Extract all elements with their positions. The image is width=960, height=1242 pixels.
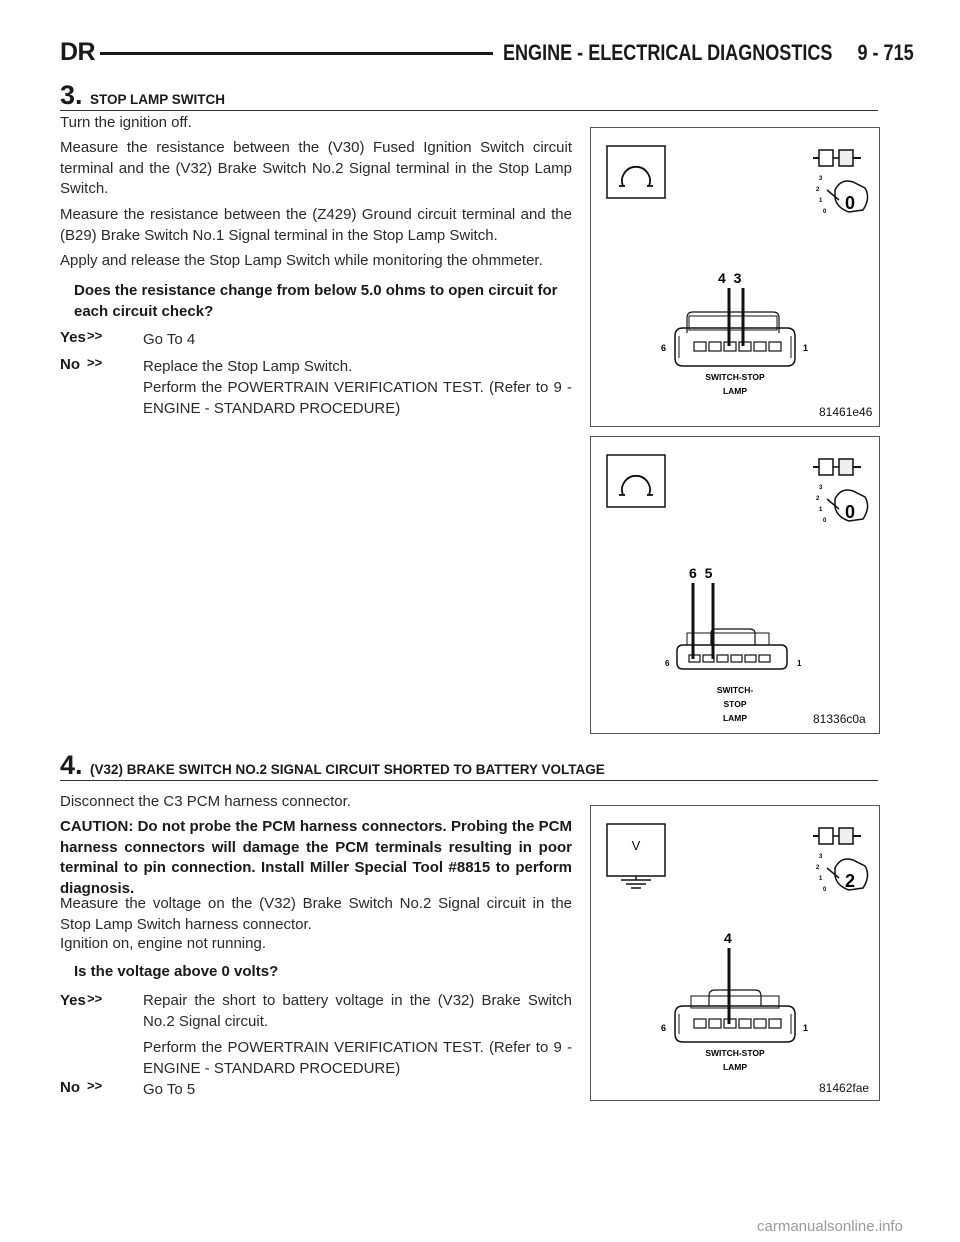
connector-name: SWITCH- [716, 685, 754, 695]
connector-name: SWITCH-STOP [705, 1048, 765, 1058]
connector-disconnected-icon [813, 150, 861, 166]
connector-diagram [665, 565, 802, 723]
key-mark-0: 0 [823, 209, 827, 215]
pin-left-number: 6 [665, 659, 670, 668]
key-mark-2: 2 [816, 496, 820, 502]
header-page-title: ENGINE - ELECTRICAL DIAGNOSTICS 9 - 715 [503, 40, 914, 65]
step-4-question: Is the voltage above 0 volts? [74, 963, 279, 980]
key-mark-1: 1 [819, 198, 823, 204]
figure-svg [591, 437, 879, 733]
answer-arrow: >> [87, 328, 103, 343]
step-3-instruction: Measure the resistance between the (Z429) Ground circuit terminal and the (B29) Brake Switch No.1 Signal terminal in the Stop Lamp Switch. [60, 206, 572, 244]
answer-yes-text: Repair the short to battery voltage in the (V32) Brake Switch No.2 Signal circuit. [143, 992, 572, 1030]
header-section-code: DR [60, 38, 96, 66]
figure-svg [591, 806, 879, 1100]
watermark: carmanualsonline.info [757, 1218, 903, 1235]
answer-yes-label: Yes [60, 992, 86, 1009]
step-4-caution: CAUTION: Do not probe the PCM harness connectors. Probing the PCM harness connectors will damage the PCM terminals resulting in poor terminal to pin connection. Install Miller Special Tool #8815 to perform diagnosis. [60, 818, 572, 897]
step-4-instruction: Ignition on, engine not running. [60, 935, 266, 952]
answer-arrow: >> [87, 355, 103, 370]
ohmmeter-icon [607, 146, 665, 198]
answer-no-text: Perform the POWERTRAIN VERIFICATION TEST. (Refer to 9 - ENGINE - STANDARD PROCEDURE) [143, 379, 572, 417]
key-mark-3: 3 [819, 176, 823, 182]
connector-name: STOP [723, 699, 747, 709]
answer-yes-label: Yes [60, 329, 86, 346]
answer-arrow: >> [87, 991, 103, 1006]
key-position: 0 [845, 502, 856, 522]
key-mark-1: 1 [819, 507, 823, 513]
pin-right-number: 1 [803, 1023, 809, 1033]
figure-code: 81462fae [819, 1081, 870, 1095]
ignition-key-icon [816, 485, 868, 524]
key-mark-1: 1 [819, 876, 823, 882]
key-mark-2: 2 [816, 187, 820, 193]
pin-labels: 4 [724, 930, 732, 946]
pin-right-number: 1 [803, 343, 809, 353]
figure-ohmmeter-stop-lamp-switch [590, 127, 880, 427]
connector-name: LAMP [722, 386, 748, 396]
answer-arrow: >> [87, 1078, 103, 1093]
figure-code: 81336c0a [813, 712, 866, 726]
step-title: STOP LAMP SWITCH [90, 92, 226, 107]
step-3-instruction: Measure the resistance between the (V30) Fused Ignition Switch circuit terminal and the (V32) Brake Switch No.2 Signal terminal in the Stop Lamp Switch. [60, 139, 572, 197]
step-title: (V32) BRAKE SWITCH NO.2 SIGNAL CIRCUIT SHORTED TO BATTERY VOLTAGE [90, 762, 605, 777]
ignition-key-icon [816, 854, 868, 893]
pin-right-number: 1 [797, 659, 802, 668]
key-mark-3: 3 [819, 854, 823, 860]
step-3-instruction: Turn the ignition off. [60, 114, 192, 131]
connector-name: SWITCH-STOP [705, 372, 765, 382]
key-mark-2: 2 [816, 865, 820, 871]
pin-left-number: 6 [661, 343, 667, 353]
answer-yes-text: Perform the POWERTRAIN VERIFICATION TEST. (Refer to 9 - ENGINE - STANDARD PROCEDURE) [143, 1039, 572, 1077]
key-mark-3: 3 [819, 485, 823, 491]
key-position: 0 [845, 193, 856, 213]
step-4-heading [60, 750, 878, 781]
figure-ohmmeter-stop-lamp-switch-2 [590, 436, 880, 734]
step-3-instruction: Apply and release the Stop Lamp Switch while monitoring the ohmmeter. [60, 252, 543, 269]
answer-no-text: Go To 5 [143, 1081, 196, 1098]
pin-labels: 4 3 [718, 270, 742, 286]
meter-label: V [631, 838, 641, 853]
figure-voltmeter-stop-lamp-switch [590, 805, 880, 1101]
connector-name: LAMP [722, 1062, 748, 1072]
step-number: 3. [60, 80, 83, 110]
connector-diagram [661, 270, 808, 396]
connector-name: LAMP [722, 713, 748, 723]
figure-code: 81461e46 [819, 405, 873, 419]
ignition-key-icon [816, 176, 868, 215]
answer-no-text: Replace the Stop Lamp Switch. [143, 358, 353, 375]
answer-yes-text: Go To 4 [143, 331, 196, 348]
key-mark-0: 0 [823, 887, 827, 893]
key-position: 2 [845, 871, 856, 891]
step-3-question: Does the resistance change from below 5.0 ohms to open circuit for each circuit check? [74, 282, 558, 320]
figure-svg [591, 128, 879, 426]
step-3-heading [60, 80, 878, 111]
connector-diagram [661, 930, 808, 1072]
pin-labels: 6 5 [689, 565, 713, 581]
answer-no-label: No [60, 356, 80, 373]
step-4-instruction: Disconnect the C3 PCM harness connector. [60, 793, 351, 810]
connector-disconnected-icon [813, 459, 861, 475]
step-4-instruction: Measure the voltage on the (V32) Brake Switch No.2 Signal circuit in the Stop Lamp Switch harness connector. [60, 895, 572, 933]
step-number: 4. [60, 750, 83, 780]
key-mark-0: 0 [823, 518, 827, 524]
ohmmeter-icon [607, 455, 665, 507]
answer-no-label: No [60, 1079, 80, 1096]
voltmeter-icon [607, 824, 665, 888]
header-rule [100, 52, 493, 55]
pin-left-number: 6 [661, 1023, 667, 1033]
connector-disconnected-icon [813, 828, 861, 844]
